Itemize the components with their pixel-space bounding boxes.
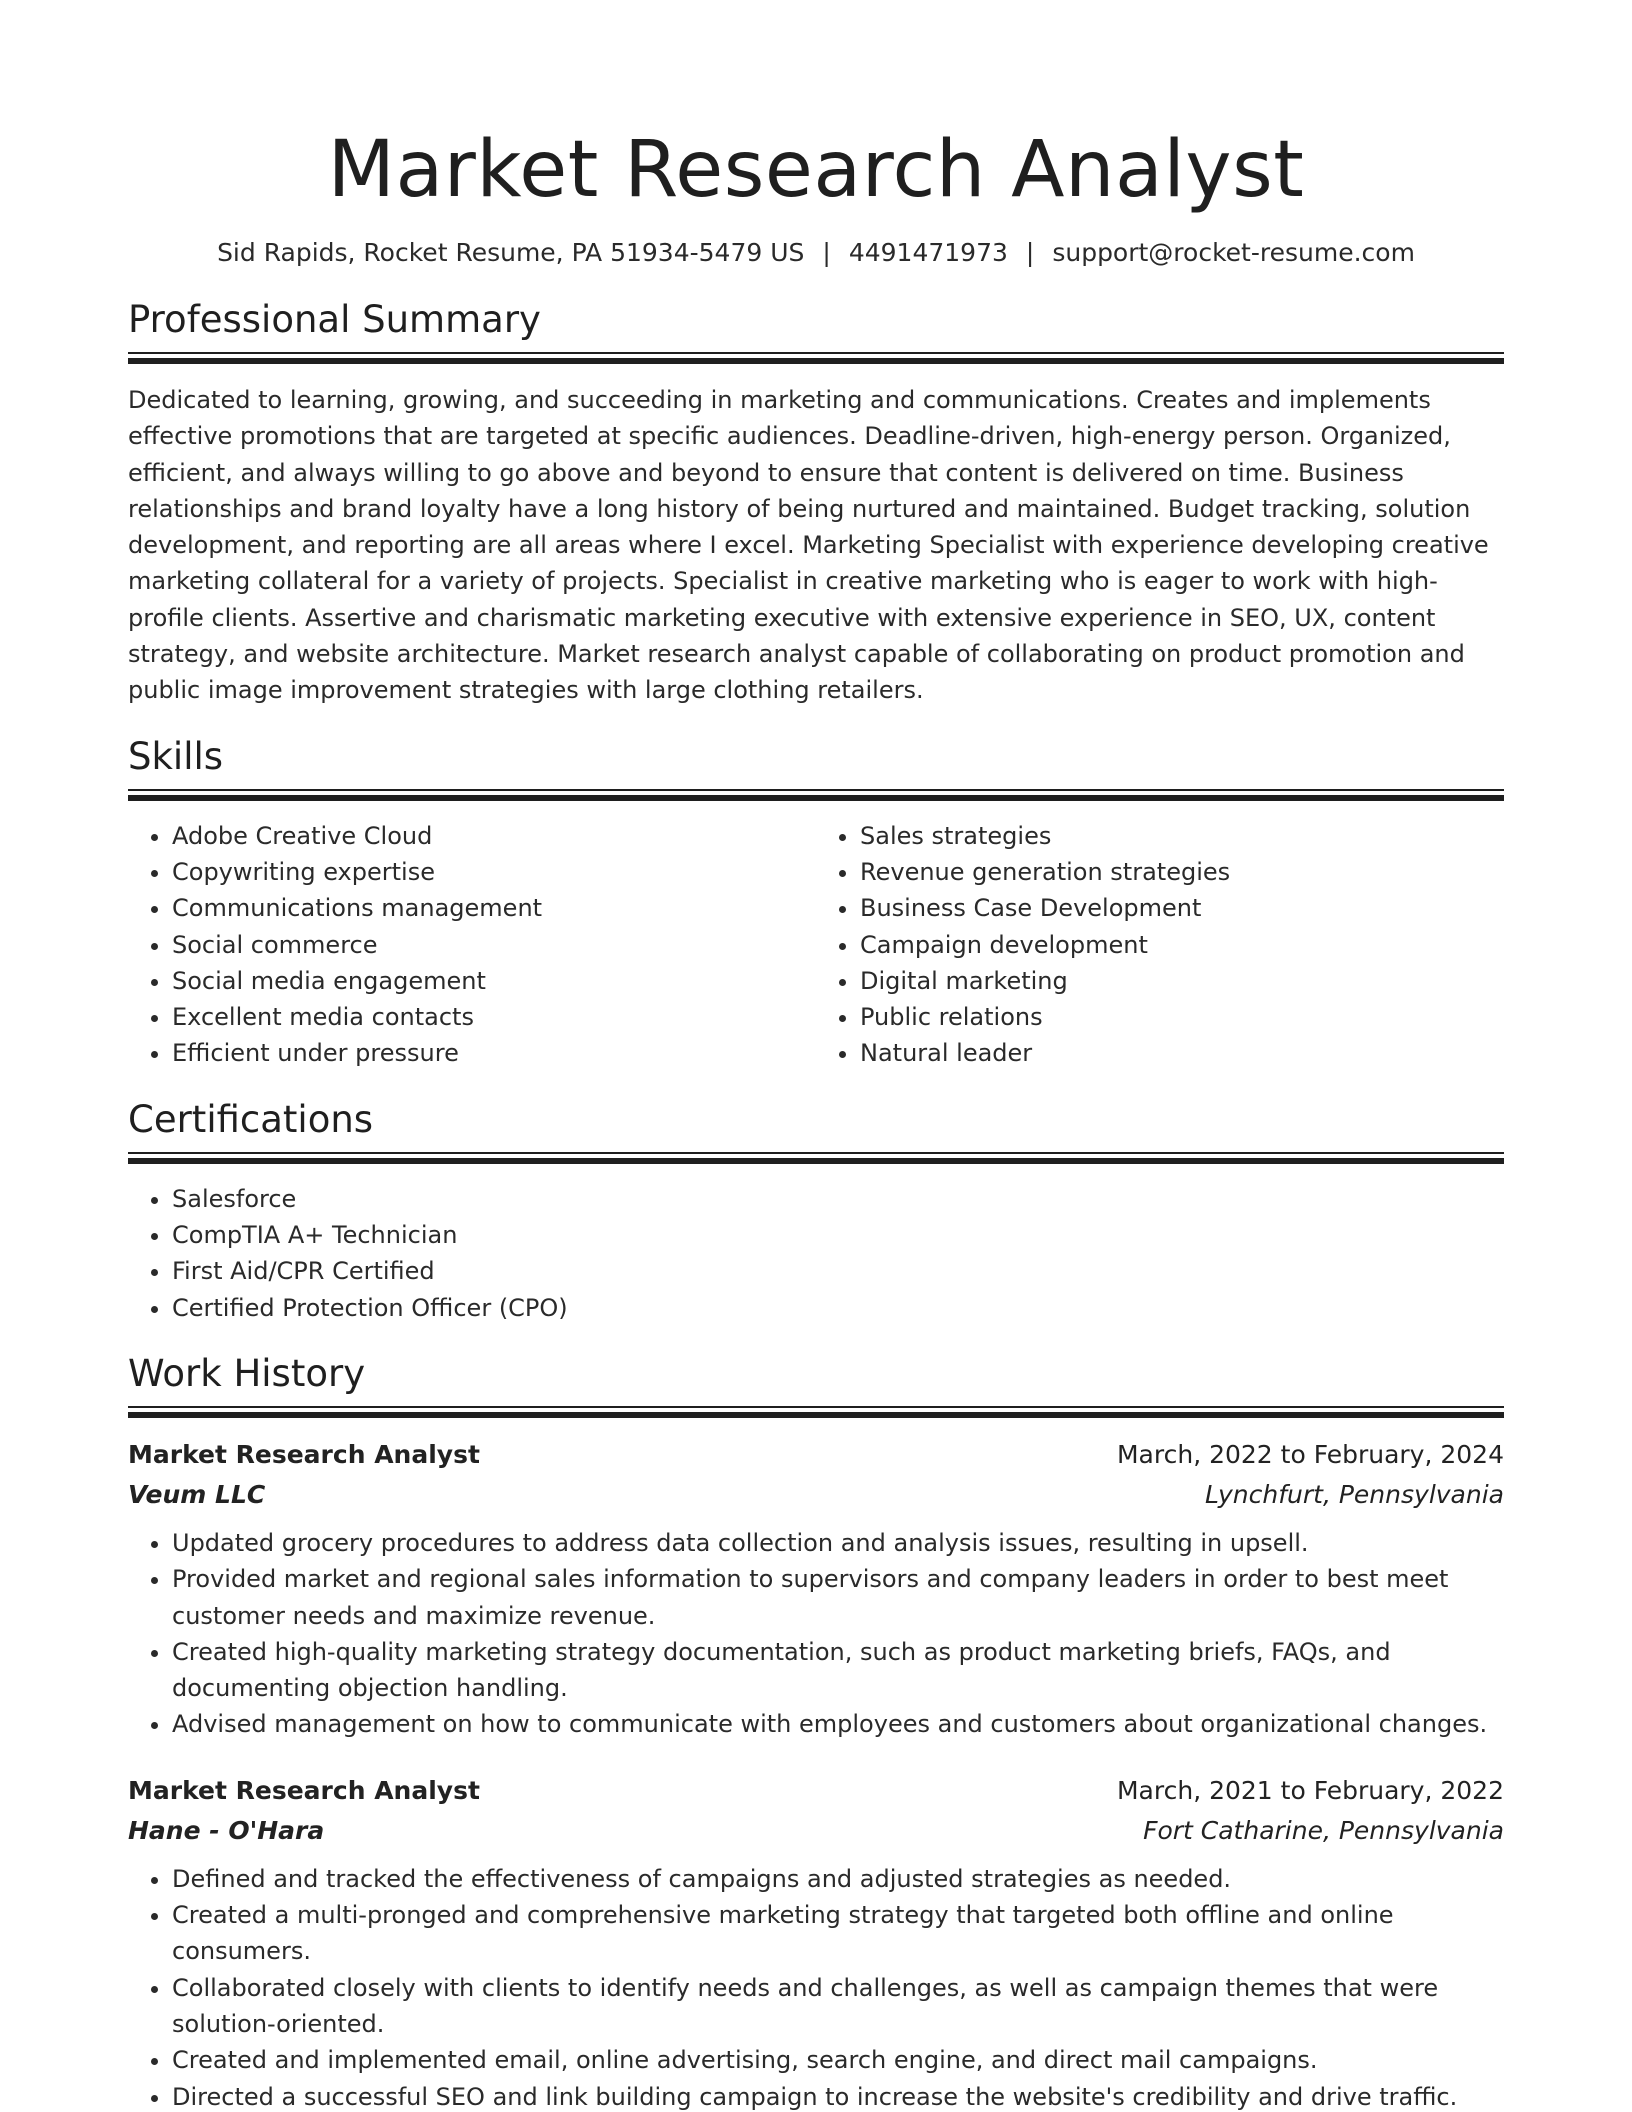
contact-address: Sid Rapids, Rocket Resume, PA 51934-5479 US [217,238,805,267]
job-title: Market Research Analyst [128,1775,480,1805]
job-dates: March, 2022 to February, 2024 [1116,1439,1504,1469]
contact-line [128,236,1504,270]
work-history-section [128,1350,1504,2112]
section-divider [128,352,1504,367]
section-divider [128,1152,1504,1167]
job-header [128,1435,1504,1475]
skill-item: • Sales strategies [860,818,1504,854]
job-bullet: • Directed a successful SEO and link building campaign to increase the website's credibility and drive traffic. [172,2079,1504,2112]
section-heading-skills: Skills [128,734,224,778]
job-entry [128,1771,1504,2112]
skill-item: • Social media engagement [172,963,816,999]
job-bullets [128,1525,1504,1743]
skills-list-left [128,818,816,1072]
certification-item: • Salesforce [172,1181,1504,1217]
job-bullet: • Defined and tracked the effectiveness of campaigns and adjusted strategies as needed. [172,1861,1504,1897]
skill-item: • Adobe Creative Cloud [172,818,816,854]
job-company: Veum LLC [128,1479,266,1509]
skill-item: • Natural leader [860,1035,1504,1071]
job-entry [128,1435,1504,1743]
summary-text: Dedicated to learning, growing, and succeeding in marketing and communications. Creates and implements effective promotions that are targeted at specific audiences. Deadline-driven, high-energy person. Organized, efficient, and always willing to go above and beyond to ensure that content is delivered on time. Business relationships and brand loyalty have a long history of being nurtured and maintained. Budget tracking, solution development, and reporting are all areas where I excel. Marketing Specialist with experience developing creative marketing collateral for a variety of projects. Specialist in creative marketing who is eager to work with high-profile clients. Assertive and charismatic marketing executive with extensive experience in SEO, UX, content strategy, and website architecture. Market research analyst capable of collaborating on product promotion and public image improvement strategies with large clothing retailers. [128,386,1489,705]
job-bullet: • Collaborated closely with clients to identify needs and challenges, as well as campaign themes that were solution-oriented. [172,1970,1504,2043]
job-header [128,1771,1504,1811]
job-location: Fort Catharine, Pennsylvania [1143,1815,1504,1845]
contact-email: support@rocket-resume.com [1052,238,1415,267]
skill-item: • Copywriting expertise [172,854,816,890]
job-location: Lynchfurt, Pennsylvania [1204,1479,1504,1509]
skill-item: • Digital marketing [860,963,1504,999]
section-divider [128,789,1504,804]
job-bullet: • Created high-quality marketing strategy documentation, such as product marketing briefs, FAQs, and documenting objection handling. [172,1634,1504,1707]
skill-item: • Campaign development [860,927,1504,963]
job-subheader [128,1811,1504,1851]
certifications-list [128,1181,1504,1326]
contact-separator: | [822,238,831,267]
section-heading-summary: Professional Summary [128,298,541,341]
skill-item: • Business Case Development [860,890,1504,926]
skills-section [128,733,1504,1072]
job-subheader [128,1475,1504,1515]
skill-item: • Revenue generation strategies [860,854,1504,890]
job-bullet: • Provided market and regional sales information to supervisors and company leaders in order to best meet customer needs and maximize revenue. [172,1561,1504,1634]
section-heading-work-history: Work History [128,1351,366,1395]
resume-title: Market Research Analyst [327,125,1305,215]
job-title: Market Research Analyst [128,1439,480,1469]
skill-item: • Public relations [860,999,1504,1035]
job-bullet: • Created and implemented email, online advertising, search engine, and direct mail campaigns. [172,2042,1504,2078]
certification-item: • Certified Protection Officer (CPO) [172,1290,1504,1326]
job-company: Hane - O'Hara [128,1815,325,1845]
summary-section [128,296,1504,709]
section-divider [128,1406,1504,1421]
job-bullet: • Updated grocery procedures to address data collection and analysis issues, resulting in upsell. [172,1525,1504,1561]
certification-item: • First Aid/CPR Certified [172,1253,1504,1289]
section-heading-certifications: Certifications [128,1097,374,1141]
certifications-section [128,1096,1504,1326]
job-bullet: • Advised management on how to communicate with employees and customers about organizational changes. [172,1706,1504,1742]
skills-list-right [816,818,1504,1072]
skill-item: • Communications management [172,890,816,926]
resume-content [128,0,1504,2112]
contact-separator: | [1025,238,1035,267]
skill-item: • Social commerce [172,927,816,963]
certification-item: • CompTIA A+ Technician [172,1217,1504,1253]
job-bullet: • Created a multi-pronged and comprehensive marketing strategy that targeted both offline and online consumers. [172,1897,1504,1970]
skills-grid [128,818,1504,1072]
skill-item: • Efficient under pressure [172,1035,816,1071]
skill-item: • Excellent media contacts [172,999,816,1035]
job-dates: March, 2021 to February, 2022 [1116,1775,1504,1805]
contact-phone: 4491471973 [848,238,1008,267]
job-bullets [128,1861,1504,2112]
